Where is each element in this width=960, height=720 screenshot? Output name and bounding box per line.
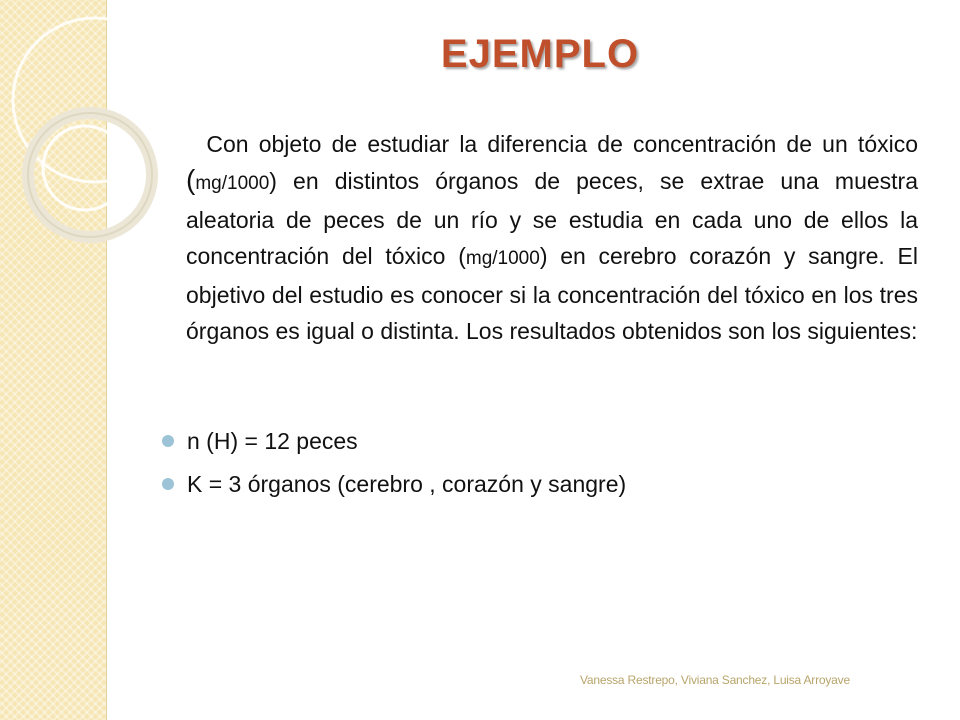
unit-text-1: mg/1000 <box>195 173 270 194</box>
bullet-item <box>158 420 626 463</box>
paragraph-text-1: Con objeto de estudiar la diferencia de concentración de un tóxico <box>206 131 919 157</box>
paren-open: ( <box>186 164 196 195</box>
bullet-list <box>158 420 626 506</box>
paragraph-text-3: ) en cerebro corazón y sangre. El objetivo del estudio es conocer si la concentración del tóxico en los tres órganos es igual o distinta. Los resultados obtenidos son los siguientes: <box>186 243 919 344</box>
unit-text-2: mg/1000 <box>465 248 540 269</box>
footer-authors: Vanessa Restrepo, Viviana Sanchez, Luisa Arroyave <box>580 673 850 687</box>
body-paragraph <box>186 126 918 349</box>
paragraph-text-2: en distintos órganos de peces, se extrae una muestra aleatoria de peces de un río y se estudia en cada uno de ellos la concentración del tóxico ( <box>186 168 918 269</box>
bullet-item <box>158 463 626 506</box>
paren-close: ) <box>269 168 277 194</box>
bullet-dot-icon <box>162 478 174 490</box>
slide-title: EJEMPLO <box>440 32 640 76</box>
bullet-text: K = 3 órganos (cerebro , corazón y sangre) <box>187 471 627 497</box>
bullet-text: n (H) = 12 peces <box>187 428 358 454</box>
bullet-dot-icon <box>162 435 174 447</box>
